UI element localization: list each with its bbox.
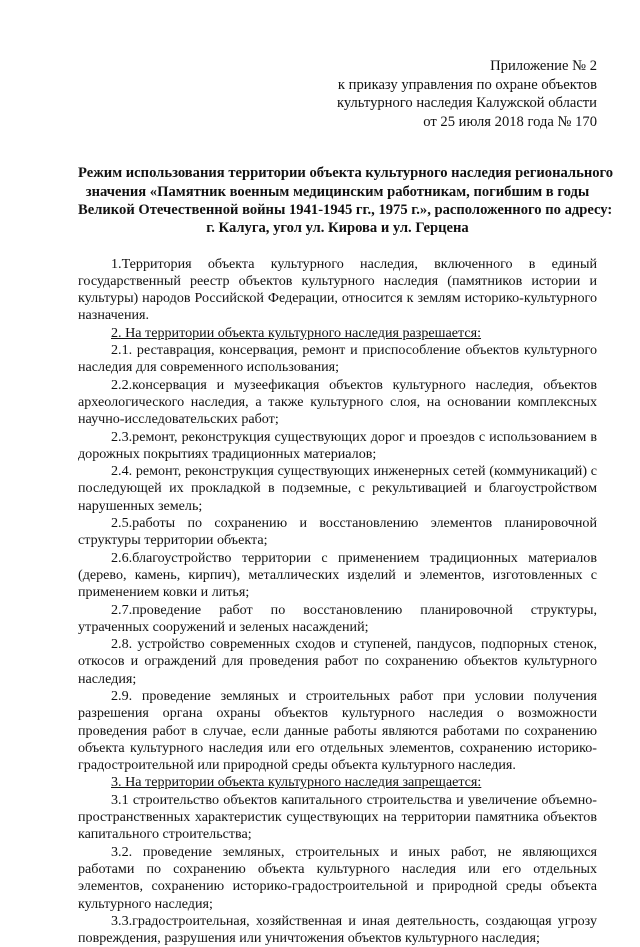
- paragraph-2-3: 2.3.ремонт, реконструкция существующих дорог и проездов с использованием в дорожных покрытиях традиционных материалов;: [78, 428, 597, 462]
- title-line-3: Великой Отечественной войны 1941-1945 гг., 1975 г.», расположенного по адресу:: [78, 201, 613, 218]
- appendix-line-2: к приказу управления по охране объектов: [337, 76, 597, 93]
- paragraph-3-3: 3.3.градостроительная, хозяйственная и иная деятельность, создающая угрозу повреждения, разрушения или уничтожения объектов культурного наследия;: [78, 912, 597, 947]
- paragraph-3-2: 3.2. проведение земляных, строительных и иных работ, не являющихся работами по сохранению объекта культурного наследия или его отдельных элементов, сохранению историко-градостроительной и природной среды объекта культурного наследия;: [78, 843, 597, 912]
- document-title: [78, 164, 614, 237]
- appendix-header: [78, 57, 597, 131]
- paragraph-3-1: 3.1 строительство объектов капитального строительства и увеличение объемно-пространственных характеристик существующих на территории памятника объектов капитального строительства;: [78, 791, 597, 843]
- paragraph-2-9: 2.9. проведение земляных и строительных работ при условии получения разрешения органа охраны объектов культурного наследия о возможности проведения работ в случае, если данные работы являются работами по сохранению объекта культурного наследия или его отдельных элементов, сохранению историко-градостроительной или природной среды объекта культурного наследия.: [78, 687, 597, 774]
- paragraph-1: 1.Территория объекта культурного наследия, включенного в единый государственный реестр объектов культурного наследия (памятников истории и культуры) народов Российской Федерации, относится к землям историко-культурного назначения.: [78, 255, 597, 324]
- title-line-1: Режим использования территории объекта культурного наследия регионального: [78, 165, 614, 182]
- paragraph-2-2: 2.2.консервация и музеефикация объектов культурного наследия, объектов археологического наследия, а также культурного слоя, на основании комплексных научно-исследовательских работ;: [78, 376, 597, 428]
- title-line-2: значения «Памятник военным медицинским работникам, погибшим в годы: [85, 183, 590, 200]
- paragraph-2-4: 2.4. ремонт, реконструкция существующих инженерных сетей (коммуникаций) с последующей их прокладкой в подземные, с рекультивацией и благоустройством нарушенных земель;: [78, 463, 597, 514]
- paragraph-2-8: 2.8. устройство современных сходов и ступеней, пандусов, подпорных стенок, откосов и ограждений для проведения работ по сохранению объектов культурного наследия;: [78, 636, 597, 687]
- paragraph-2-6: 2.6.благоустройство территории с применением традиционных материалов (дерево, камень, кирпич), металлических изделий и элементов, изготовленных с применением ковки и литья;: [78, 549, 597, 601]
- paragraph-2-5: 2.5.работы по сохранению и восстановлению элементов планировочной структуры территории объекта;: [78, 515, 597, 549]
- title-line-4: г. Калуга, угол ул. Кирова и ул. Герцена: [206, 220, 469, 237]
- paragraph-2-1: 2.1. реставрация, консервация, ремонт и приспособление объектов культурного наследия для современного использования;: [78, 342, 597, 376]
- document-body: [78, 256, 597, 947]
- section-heading-2-text: 2. На территории объекта культурного наследия разрешается:: [111, 324, 482, 341]
- appendix-line-4: от 25 июля 2018 года № 170: [423, 113, 597, 130]
- appendix-line-3: культурного наследия Калужской области: [336, 95, 597, 112]
- section-heading-3-text: 3. На территории объекта культурного наследия запрещается:: [111, 774, 482, 791]
- appendix-line-1: Приложение № 2: [490, 58, 597, 74]
- section-heading-3: [78, 774, 597, 791]
- paragraph-2-7: 2.7.проведение работ по восстановлению планировочной структуры, утраченных сооружений и зеленых насаждений;: [78, 601, 597, 635]
- section-heading-2: [78, 325, 597, 342]
